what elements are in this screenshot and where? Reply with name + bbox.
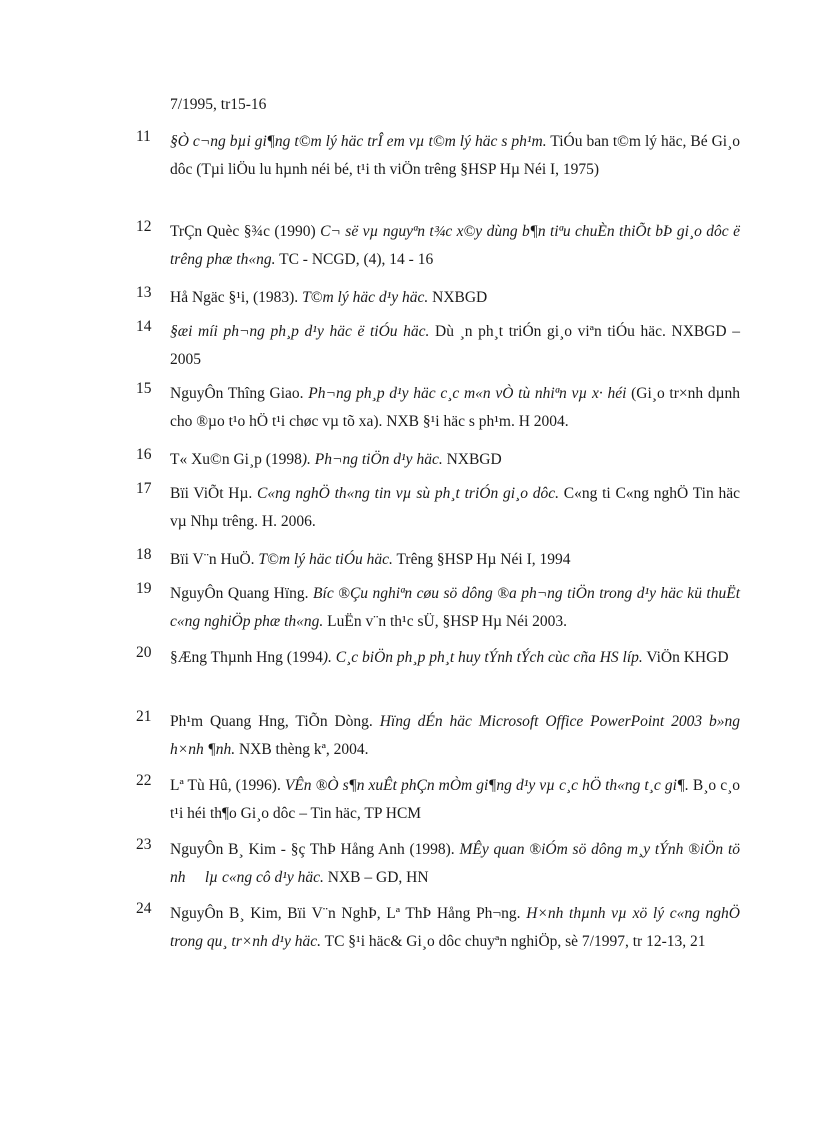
reference-number: 16 (136, 446, 152, 463)
reference-post: Dù ¸n ph¸t triÓn gi¸o viªn tiÓu häc. NXBGD – 2005 (170, 323, 740, 368)
reference-pre: NguyÔn Thîng Giao. (170, 385, 309, 402)
reference-number: 24 (136, 900, 152, 917)
reference-pre: Hå Ngäc §¹i, (1983). (170, 289, 303, 306)
reference-number: 19 (136, 580, 152, 597)
reference-pre: Bïi ViÕt Hµ. (170, 485, 258, 502)
reference-post: (Gi¸o tr×nh dµnh cho ®µo t¹o hÖ t¹i chøc vµ tõ xa). NXB §¹i häc s ph¹m. H 2004. (170, 385, 740, 430)
reference-number: 23 (136, 836, 152, 853)
reference-number: 18 (136, 546, 152, 563)
reference-title: T©m lý häc tiÓu häc. (258, 551, 393, 568)
reference-title: Hïng dÉn häc Microsoft Office PowerPoint 2003 b»ng h×nh ¶nh. (170, 713, 740, 758)
reference-pre: TrÇn Quèc §¾c (1990) (170, 223, 321, 240)
reference-number: 11 (136, 128, 151, 145)
reference-pre: §Æng Thµnh Hng (1994 (170, 649, 323, 666)
reference-title: MÊy quan ®iÓm sö dông m¸y tÝnh ®iÖn tö nh lµ c«ng cô d¹y häc. (170, 841, 740, 886)
reference-pre: NguyÔn B¸ Kim, Bïi V¨n NghÞ, Lª ThÞ Hång Ph¬ng. (170, 905, 527, 922)
reference-post: NXB – GD, HN (323, 869, 429, 886)
reference-post: NXBGD (428, 289, 488, 306)
reference-title: C«ng nghÖ th«ng tin vµ sù ph¸t triÓn gi¸o dôc. (257, 485, 559, 502)
reference-title: §æi míi ph¬ng ph¸p d¹y häc ë tiÓu häc. (170, 323, 430, 340)
reference-number: 20 (136, 644, 152, 661)
reference-post: C«ng ti C«ng nghÖ Tin häc vµ Nhµ trêng. H. 2006. (170, 485, 740, 530)
reference-title: §Ò c¬ng bµi gi¶ng t©m lý häc trÎ em vµ t©m lý häc s ph¹m. (170, 133, 547, 150)
reference-title: ). C¸c biÖn ph¸p ph¸t huy tÝnh tÝch cùc cña HS líp. (322, 649, 643, 666)
reference-post: TiÓu ban t©m lý häc, Bé Gi¸o dôc (Tµi liÖu lu hµnh néi bé, t¹i th viÖn trêng §HSP Hµ Néi I, 1975) (170, 133, 740, 178)
reference-number: 17 (136, 480, 152, 497)
reference-pre: Ph¹m Quang Hng, TiÕn Dòng. (170, 713, 380, 730)
reference-post: Trêng §HSP Hµ Néi I, 1994 (392, 551, 571, 568)
reference-title: VÊn ®Ò s¶n xuÊt phÇn mÒm gi¶ng d¹y vµ c¸c hÖ th«ng t¸c gi¶. (284, 777, 689, 794)
reference-number: 14 (136, 318, 152, 335)
reference-title: H×nh thµnh vµ xö lý c«ng nghÖ trong qu¸ tr×nh d¹y häc. (170, 905, 740, 950)
reference-post: B¸o c¸o t¹i héi th¶o Gi¸o dôc – Tin häc, TP HCM (170, 777, 741, 822)
reference-title: Ph¬ng ph¸p d¹y häc c¸c m«n vÒ tù nhiªn vµ x· héi (308, 385, 627, 402)
reference-number: 22 (136, 772, 152, 789)
reference-number: 13 (136, 284, 152, 301)
reference-pre: NguyÔn B¸ Kim - §ç ThÞ Hång Anh (1998). (170, 841, 460, 858)
reference-post: ViÖn KHGD (642, 649, 729, 666)
reference-post: LuËn v¨n th¹c sÜ, §HSP Hµ Néi 2003. (323, 613, 568, 630)
reference-title: ). Ph¬ng tiÖn d¹y häc. (301, 451, 443, 468)
continuation-line: 7/1995, tr15-16 (170, 96, 267, 113)
reference-pre: NguyÔn Quang Hïng. (170, 585, 314, 602)
reference-title: C¬ së vµ nguyªn t¾c x©y dùng b¶n tiªu chuÈn thiÕt bÞ gi¸o dôc ë trêng phæ th«ng. (170, 223, 740, 268)
reference-number: 21 (136, 708, 152, 725)
reference-post: TC §¹i häc& Gi¸o dôc chuyªn nghiÖp, sè 7/1997, tr 12-13, 21 (321, 933, 706, 950)
reference-post: TC - NCGD, (4), 14 - 16 (275, 251, 434, 268)
reference-number: 12 (136, 218, 152, 235)
reference-pre: Bïi V¨n HuÖ. (170, 551, 259, 568)
reference-post: NXBGD (442, 451, 502, 468)
reference-number: 15 (136, 380, 152, 397)
reference-title: Bíc ®Çu nghiªn cøu sö dông ®a ph¬ng tiÖn trong d¹y häc kü thuËt c«ng nghiÖp phæ th«ng. (170, 585, 741, 630)
reference-post: NXB thèng kª, 2004. (235, 741, 369, 758)
reference-pre: T« Xu©n Gi¸p (1998 (170, 451, 302, 468)
reference-pre: Lª Tù Hû, (1996). (170, 777, 285, 794)
reference-title: T©m lý häc d¹y häc. (302, 289, 429, 306)
